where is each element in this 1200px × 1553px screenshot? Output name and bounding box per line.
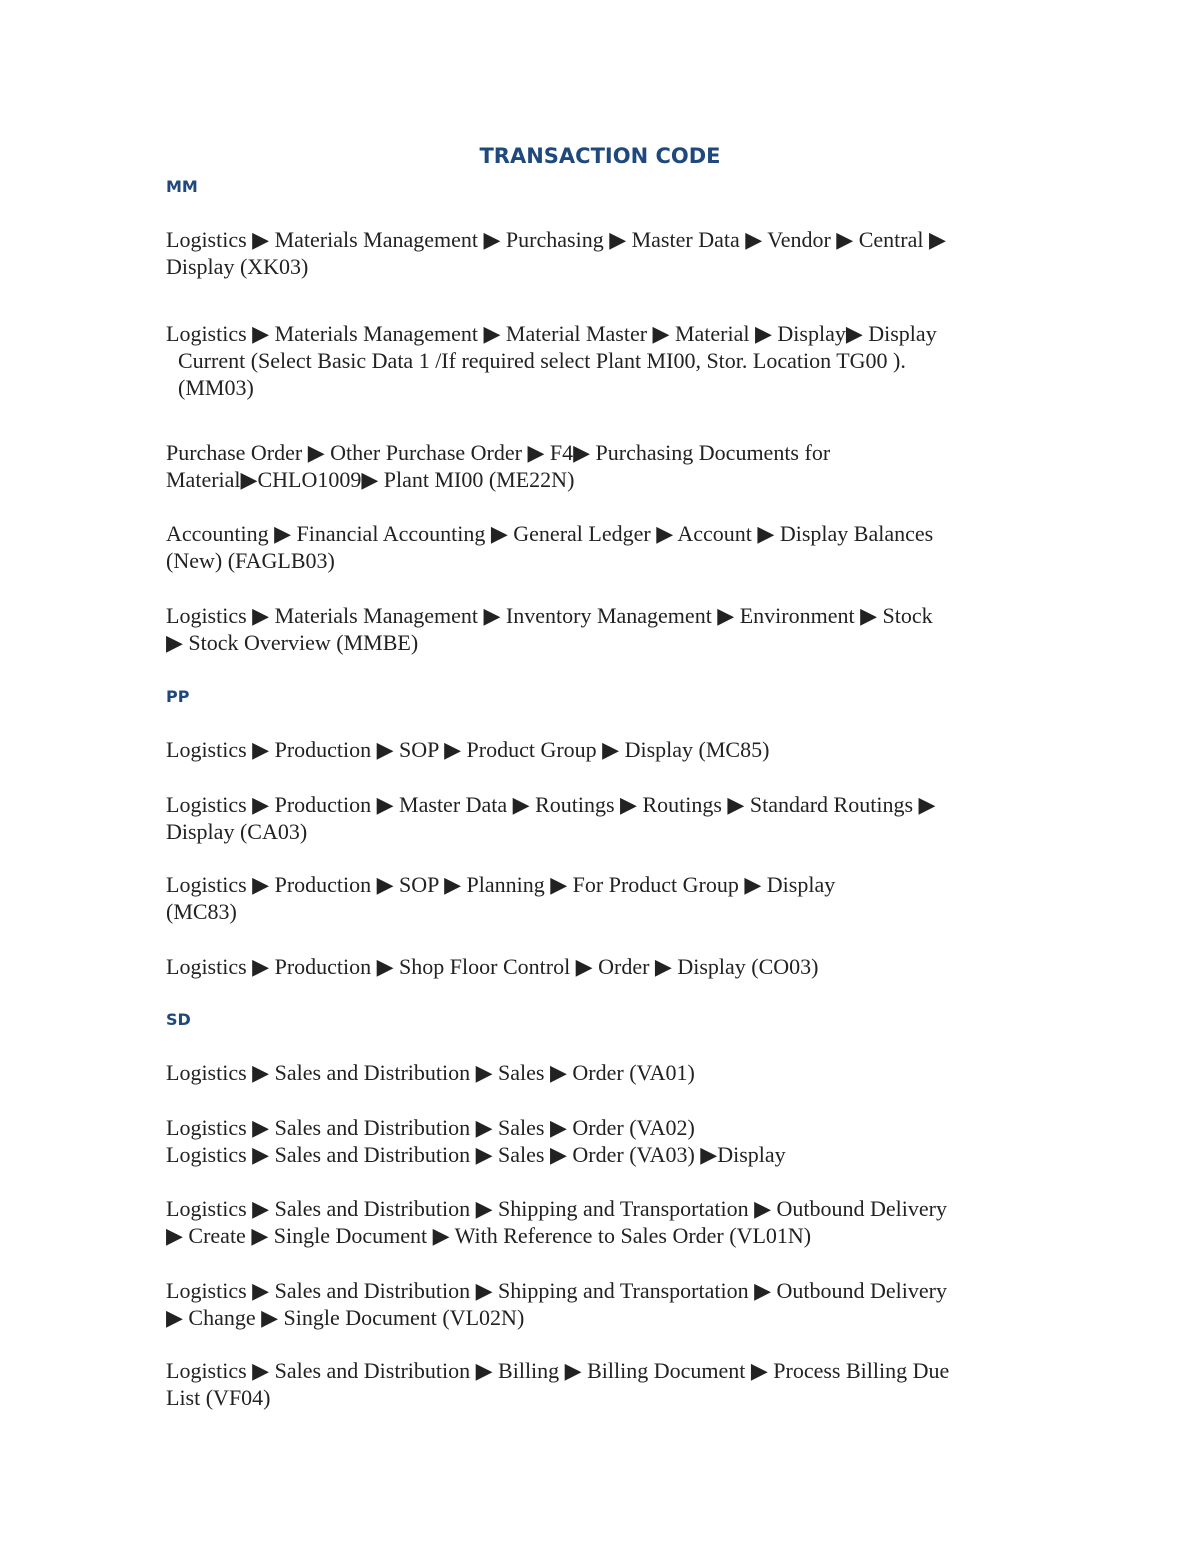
entry-line: Current (Select Basic Data 1 /If required select Plant MI00, Stor. Location TG00 ). (178, 348, 906, 373)
entry-line: ▶ Stock Overview (MMBE) (166, 630, 419, 655)
entry-me22n (166, 439, 1046, 493)
entry-line: Logistics ▶ Sales and Distribution ▶ Sales ▶ Order (VA01) (166, 1060, 695, 1085)
entry-va01 (166, 1059, 1046, 1086)
entry-vl01n (166, 1195, 1046, 1249)
entry-line: Display (CA03) (166, 819, 308, 844)
entry-line: Logistics ▶ Sales and Distribution ▶ Billing ▶ Billing Document ▶ Process Billing Due (166, 1358, 950, 1383)
entry-line: Logistics ▶ Sales and Distribution ▶ Shipping and Transportation ▶ Outbound Delivery (166, 1278, 947, 1303)
entry-line: (MC83) (166, 899, 237, 924)
entry-line: Material▶CHLO1009▶ Plant MI00 (ME22N) (166, 467, 575, 492)
entry-vl02n (166, 1277, 1046, 1331)
entry-vf04 (166, 1357, 1046, 1411)
entry-line: Logistics ▶ Production ▶ SOP ▶ Product Group ▶ Display (MC85) (166, 737, 770, 762)
entry-va02-va03 (166, 1114, 1046, 1168)
entry-mmbe (166, 602, 1046, 656)
entry-line: Logistics ▶ Sales and Distribution ▶ Sales ▶ Order (VA03) ▶Display (166, 1142, 786, 1167)
entry-line: Logistics ▶ Sales and Distribution ▶ Sales ▶ Order (VA02) (166, 1115, 695, 1140)
entry-line: Logistics ▶ Production ▶ Shop Floor Control ▶ Order ▶ Display (CO03) (166, 954, 819, 979)
entry-line: Logistics ▶ Production ▶ Master Data ▶ Routings ▶ Routings ▶ Standard Routings ▶ (166, 792, 936, 817)
entry-line: Logistics ▶ Materials Management ▶ Purchasing ▶ Master Data ▶ Vendor ▶ Central ▶ (166, 227, 946, 252)
entry-ca03 (166, 791, 1046, 845)
entry-line: Purchase Order ▶ Other Purchase Order ▶ F4▶ Purchasing Documents for (166, 440, 831, 465)
section-heading-mm: MM (166, 177, 198, 196)
entry-line: Display (XK03) (166, 254, 309, 279)
entry-mm03 (166, 320, 1046, 401)
entry-line: Logistics ▶ Materials Management ▶ Inventory Management ▶ Environment ▶ Stock (166, 603, 933, 628)
entry-line: Logistics ▶ Materials Management ▶ Material Master ▶ Material ▶ Display▶ Display (166, 321, 937, 346)
entry-faglb03 (166, 520, 1046, 574)
entry-mc83 (166, 871, 1046, 925)
section-heading-sd: SD (166, 1010, 191, 1029)
entry-line: List (VF04) (166, 1385, 271, 1410)
page-title: TRANSACTION CODE (479, 144, 721, 168)
entry-line: ▶ Create ▶ Single Document ▶ With Reference to Sales Order (VL01N) (166, 1223, 812, 1248)
entry-line: (New) (FAGLB03) (166, 548, 335, 573)
section-heading-pp: PP (166, 687, 190, 706)
entry-line: Accounting ▶ Financial Accounting ▶ General Ledger ▶ Account ▶ Display Balances (166, 521, 934, 546)
entry-xk03 (166, 226, 1046, 280)
entry-co03 (166, 953, 1046, 980)
entry-line: Logistics ▶ Production ▶ SOP ▶ Planning ▶ For Product Group ▶ Display (166, 872, 836, 897)
entry-line: ▶ Change ▶ Single Document (VL02N) (166, 1305, 525, 1330)
entry-line: Logistics ▶ Sales and Distribution ▶ Shipping and Transportation ▶ Outbound Delivery (166, 1196, 947, 1221)
entry-line: (MM03) (178, 375, 254, 400)
entry-mc85 (166, 736, 1046, 763)
